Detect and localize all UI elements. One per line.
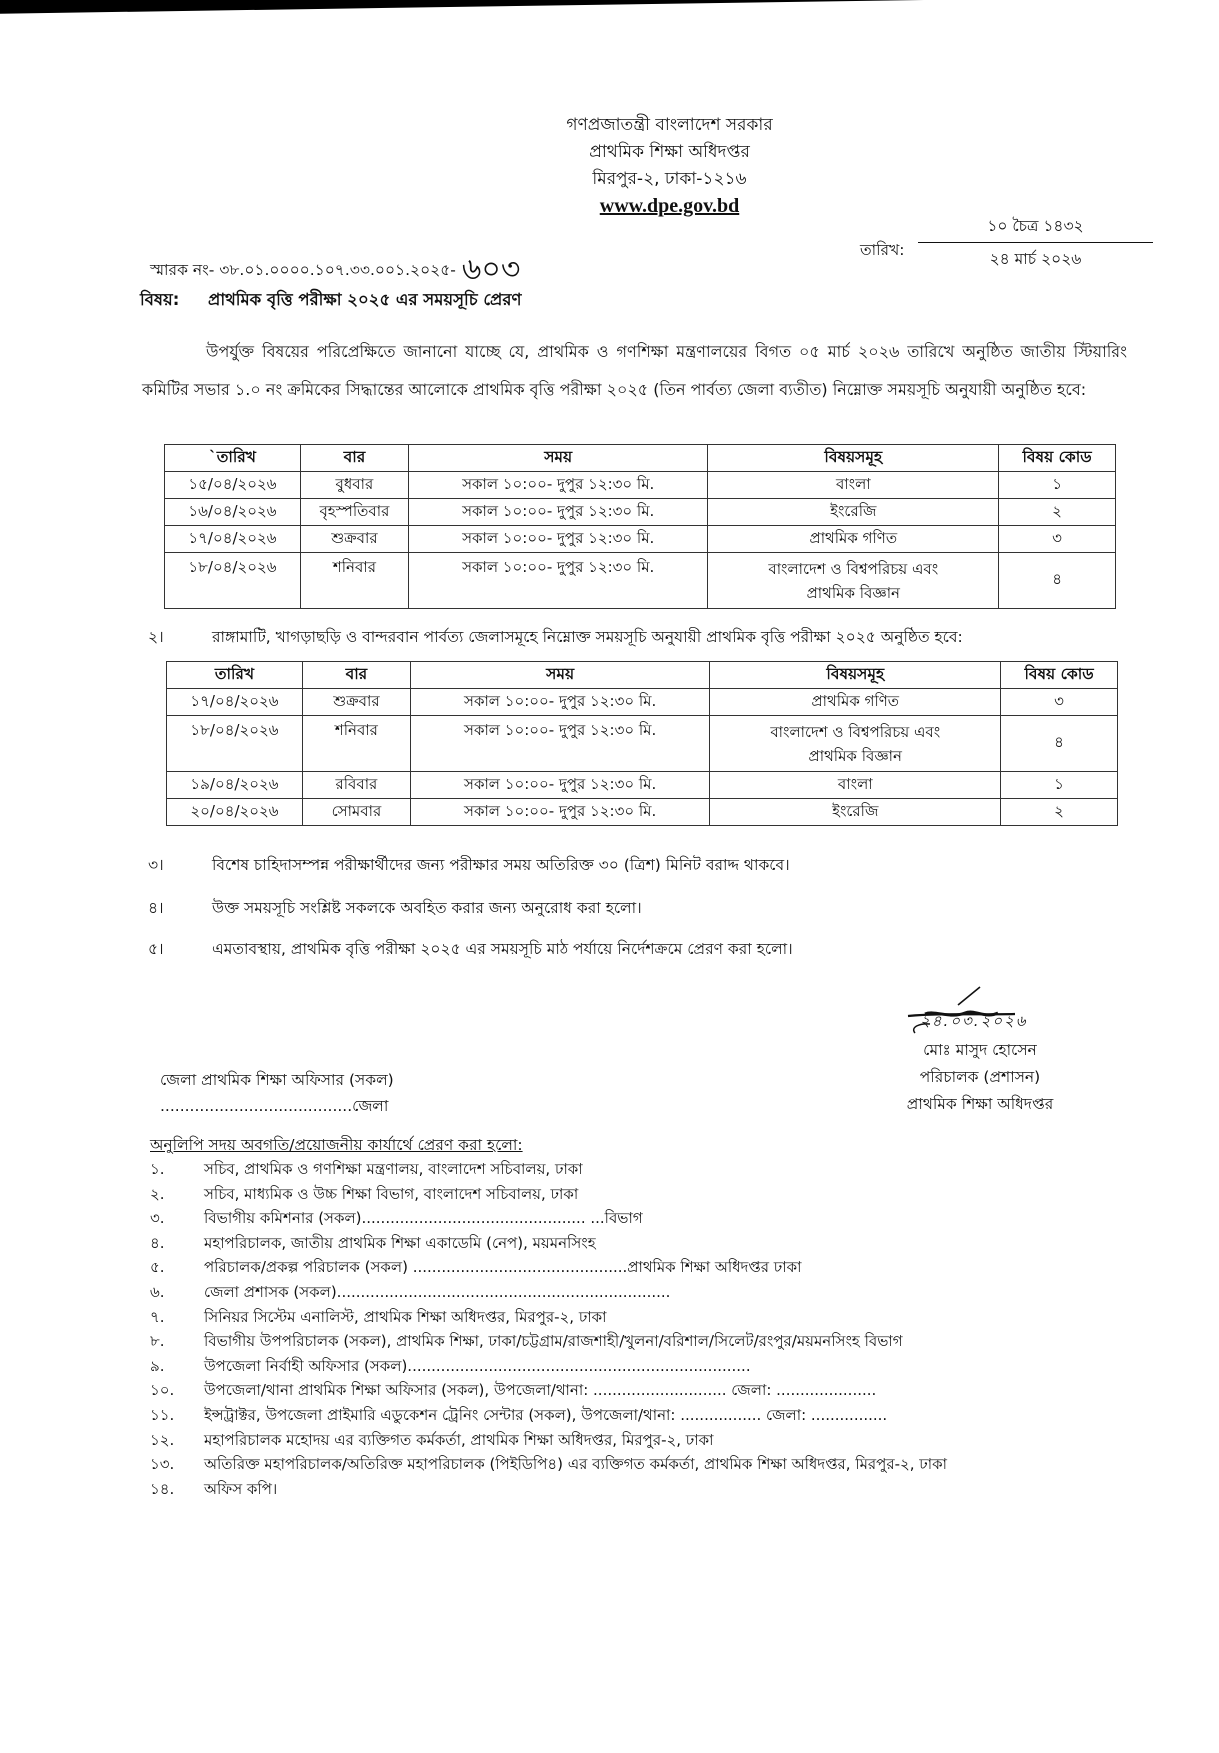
cc-text: উপজেলা/থানা প্রাথমিক শিক্ষা অফিসার (সকল), উপজেলা/থানা: ............................ জেলা: ..................... bbox=[204, 1381, 877, 1400]
signatory-name: মোঃ মাসুদ হোসেন bbox=[923, 1041, 1037, 1059]
date-label: তারিখ: bbox=[860, 241, 905, 259]
cell-day: শনিবার bbox=[302, 716, 410, 772]
cc-text: উপজেলা নির্বাহী অফিসার (সকল)........................................................................ bbox=[204, 1356, 751, 1375]
cell-day: শনিবার bbox=[300, 553, 408, 609]
cc-text: সিনিয়র সিস্টেম এনালিস্ট, প্রাথমিক শিক্ষা অধিদপ্তর, মিরপুর-২, ঢাকা bbox=[204, 1307, 607, 1326]
bangla-date: ১০ চৈত্র ১৪৩২ bbox=[918, 214, 1153, 243]
table-row bbox=[167, 716, 1118, 772]
cell-date: ১৭/০৪/২০২৬ bbox=[165, 526, 301, 553]
subject-text: প্রাথমিক বৃত্তি পরীক্ষা ২০২৫ এর সময়সূচি প্রেরণ bbox=[208, 290, 522, 309]
cell-subject: বাংলা bbox=[710, 772, 1001, 799]
cc-text: পরিচালক/প্রকল্প পরিচালক (সকল) .............................................প্রাথমিক শিক্ষা অধিদপ্তর ঢাকা bbox=[204, 1258, 802, 1277]
cc-text: সচিব, মাধ্যমিক ও উচ্চ শিক্ষা বিভাগ, বাংলাদেশ সচিবালয়, ঢাকা bbox=[204, 1184, 579, 1203]
recipient-block bbox=[160, 1067, 394, 1119]
subject-line-1: বাংলাদেশ ও বিশ্বপরিচয় এবং bbox=[770, 722, 941, 741]
cell-date: ১৬/০৪/২০২৬ bbox=[165, 499, 301, 526]
memo-handwritten-number: ৬০৩ bbox=[461, 252, 521, 287]
table-row bbox=[167, 772, 1118, 799]
list-item bbox=[150, 1280, 947, 1305]
item-2 bbox=[148, 625, 963, 651]
cell-day: সোমবার bbox=[302, 799, 410, 826]
cell-day: বৃহস্পতিবার bbox=[300, 499, 408, 526]
item-number: ৫। bbox=[148, 940, 164, 958]
cell-date: ১৭/০৪/২০২৬ bbox=[167, 689, 303, 716]
table-row bbox=[165, 499, 1116, 526]
item-text: বিশেষ চাহিদাসম্পন্ন পরীক্ষার্থীদের জন্য পরীক্ষার সময় অতিরিক্ত ৩০ (ত্রিশ) মিনিট বরাদ্দ থাকবে। bbox=[212, 856, 790, 874]
cc-text: জেলা প্রশাসক (সকল)...................................................................... bbox=[204, 1282, 671, 1301]
cell-time: সকাল ১০:০০- দুপুর ১২:৩০ মি. bbox=[408, 553, 708, 609]
cc-number: ৫. bbox=[150, 1258, 165, 1277]
cell-subject: বাংলা bbox=[708, 472, 999, 499]
cc-number: ৮. bbox=[150, 1332, 165, 1351]
signatory-office: প্রাথমিক শিক্ষা অধিদপ্তর bbox=[906, 1095, 1054, 1113]
cell-time: সকাল ১০:০০- দুপুর ১২:৩০ মি. bbox=[408, 499, 708, 526]
cc-text: মহাপরিচালক, জাতীয় প্রাথমিক শিক্ষা একাডেমি (নেপ), ময়মনসিংহ bbox=[204, 1233, 596, 1252]
cc-number: ৭. bbox=[150, 1307, 165, 1326]
table-header-row bbox=[167, 662, 1118, 689]
cell-code: ৩ bbox=[999, 526, 1116, 553]
recipient-line-2: .......................................জেলা bbox=[160, 1097, 389, 1115]
cell-subject: প্রাথমিক গণিত bbox=[708, 526, 999, 553]
website-link[interactable]: www.dpe.gov.bd bbox=[599, 195, 740, 217]
cell-date: ১৮/০৪/২০২৬ bbox=[167, 716, 303, 772]
item-text: উক্ত সময়সূচি সংশ্লিষ্ট সকলকে অবহিত করার জন্য অনুরোধ করা হলো। bbox=[212, 899, 642, 917]
department-name: প্রাথমিক শিক্ষা অধিদপ্তর bbox=[589, 142, 750, 162]
cc-text: ইন্সট্রাক্টর, উপজেলা প্রাইমারি এডুকেশন ট্রেনিং সেন্টার (সকল), উপজেলা/থানা: ................. জেলা: ................ bbox=[204, 1405, 888, 1424]
cc-text: অফিস কপি। bbox=[204, 1479, 278, 1498]
letterhead bbox=[0, 112, 1219, 220]
cell-code: ১ bbox=[1001, 772, 1118, 799]
list-item bbox=[150, 1157, 947, 1182]
header-date: `তারিখ bbox=[165, 445, 301, 472]
cell-time: সকাল ১০:০০- দুপুর ১২:৩০ মি. bbox=[410, 772, 710, 799]
cell-time: সকাল ১০:০০- দুপুর ১২:৩০ মি. bbox=[408, 526, 708, 553]
item-number: ২। bbox=[148, 628, 164, 646]
cc-number: ২. bbox=[150, 1184, 165, 1203]
cell-subject bbox=[708, 553, 999, 609]
recipient-line-1: জেলা প্রাথমিক শিক্ষা অফিসার (সকল) bbox=[160, 1071, 394, 1089]
subject-line-1: বাংলাদেশ ও বিশ্বপরিচয় এবং bbox=[768, 559, 939, 578]
cell-subject: প্রাথমিক গণিত bbox=[710, 689, 1001, 716]
signature-handwritten-date: ২৪.০৩.২০২৬ bbox=[920, 1012, 1028, 1030]
english-date: ২৪ মার্চ ২০২৬ bbox=[989, 250, 1082, 268]
scan-edge-artifact bbox=[0, 0, 1219, 14]
header-time: সময় bbox=[408, 445, 708, 472]
item-number: ৩। bbox=[148, 856, 164, 874]
cell-code: ২ bbox=[1001, 799, 1118, 826]
government-name: গণপ্রজাতন্ত্রী বাংলাদেশ সরকার bbox=[566, 115, 773, 135]
cc-number: ১১. bbox=[150, 1405, 175, 1424]
item-text: এমতাবস্থায়, প্রাথমিক বৃত্তি পরীক্ষা ২০২৫ এর সময়সূচি মাঠ পর্যায়ে নির্দেশক্রমে প্রেরণ করা হলো। bbox=[212, 940, 793, 958]
cell-time: সকাল ১০:০০- দুপুর ১২:৩০ মি. bbox=[408, 472, 708, 499]
cc-number: ১২. bbox=[150, 1430, 175, 1449]
cell-time: সকাল ১০:০০- দুপুর ১২:৩০ মি. bbox=[410, 689, 710, 716]
header-subject-code: বিষয় কোড bbox=[1001, 662, 1118, 689]
table-row bbox=[165, 553, 1116, 609]
header-subjects: বিষয়সমূহ bbox=[708, 445, 999, 472]
cell-time: সকাল ১০:০০- দুপুর ১২:৩০ মি. bbox=[410, 799, 710, 826]
cc-title: অনুলিপি সদয় অবগতি/প্রয়োজনীয় কার্যার্থে প্রেরণ করা হলো: bbox=[150, 1136, 523, 1154]
list-item bbox=[150, 1206, 947, 1231]
table-row bbox=[165, 526, 1116, 553]
list-item bbox=[150, 1452, 947, 1477]
intro-paragraph: উপর্যুক্ত বিষয়ের পরিপ্রেক্ষিতে জানানো যাচ্ছে যে, প্রাথমিক ও গণশিক্ষা মন্ত্রণালয়ের বিগত ০৫ মার্চ ২০২৬ তারিখে অনুষ্ঠিত জাতীয় স্টিয়ারিং কমিটির সভার ১.০ নং ক্রমিকের সিদ্ধান্তের আলোকে প্রাথমিক বৃত্তি পরীক্ষা ২০২৫ (তিন পার্বত্য জেলা ব্যতীত) নিম্নোক্ত সময়সূচি অনুযায়ী অনুষ্ঠিত হবে: bbox=[142, 342, 1127, 399]
list-item bbox=[150, 1354, 947, 1379]
cc-number: ৪. bbox=[150, 1233, 165, 1252]
cell-day: শুক্রবার bbox=[302, 689, 410, 716]
cell-day: শুক্রবার bbox=[300, 526, 408, 553]
item-3 bbox=[148, 853, 790, 879]
memo-label: স্মারক নং- ৩৮.০১.০০০০.১০৭.৩৩.০০১.২০২৫- bbox=[150, 261, 456, 279]
cell-code: ৪ bbox=[999, 553, 1116, 609]
cc-number: ৯. bbox=[150, 1356, 165, 1375]
list-item bbox=[150, 1403, 947, 1428]
cell-date: ১৮/০৪/২০২৬ bbox=[165, 553, 301, 609]
cell-code: ২ bbox=[999, 499, 1116, 526]
item-text: রাঙ্গামাটি, খাগড়াছড়ি ও বান্দরবান পার্বত্য জেলাসমূহে নিম্নোক্ত সময়সূচি অনুযায়ী প্রাথমিক বৃত্তি পরীক্ষা ২০২৫ অনুষ্ঠিত হবে: bbox=[212, 628, 963, 646]
table-row bbox=[167, 689, 1118, 716]
header-date: তারিখ bbox=[167, 662, 303, 689]
cell-code: ১ bbox=[999, 472, 1116, 499]
cell-date: ১৯/০৪/২০২৬ bbox=[167, 772, 303, 799]
cc-number: ১০. bbox=[150, 1381, 175, 1400]
list-item bbox=[150, 1477, 947, 1502]
subject-label: বিষয়: bbox=[140, 290, 180, 309]
department-address: মিরপুর-২, ঢাকা-১২১৬ bbox=[592, 169, 747, 189]
cc-number: ১. bbox=[150, 1160, 165, 1178]
cell-code: ৪ bbox=[1001, 716, 1118, 772]
cc-text: বিভাগীয় কমিশনার (সকল)............................................... ...বিভাগ bbox=[204, 1209, 643, 1228]
table-row bbox=[167, 799, 1118, 826]
list-item bbox=[150, 1182, 947, 1207]
list-item bbox=[150, 1329, 947, 1354]
list-item bbox=[150, 1255, 947, 1280]
cell-subject bbox=[710, 716, 1001, 772]
subject-line-2: প্রাথমিক বিজ্ঞান bbox=[806, 583, 901, 602]
cell-subject: ইংরেজি bbox=[710, 799, 1001, 826]
cc-text: সচিব, প্রাথমিক ও গণশিক্ষা মন্ত্রণালয়, বাংলাদেশ সচিবালয়, ঢাকা bbox=[204, 1160, 583, 1178]
item-5 bbox=[148, 937, 793, 963]
cc-text: বিভাগীয় উপপরিচালক (সকল), প্রাথমিক শিক্ষা, ঢাকা/চট্টগ্রাম/রাজশাহী/খুলনা/বরিশাল/সিলেট/রংপুর/ময়মনসিংহ বিভাগ bbox=[204, 1332, 903, 1351]
item-4 bbox=[148, 896, 642, 922]
cell-date: ২০/০৪/২০২৬ bbox=[167, 799, 303, 826]
cc-text: অতিরিক্ত মহাপরিচালক/অতিরিক্ত মহাপরিচালক (পিইডিপি৪) এর ব্যক্তিগত কর্মকর্তা, প্রাথমিক শিক্ষা অধিদপ্তর, মিরপুর-২, ঢাকা bbox=[204, 1455, 947, 1474]
header-subject-code: বিষয় কোড bbox=[999, 445, 1116, 472]
cell-date: ১৫/০৪/২০২৬ bbox=[165, 472, 301, 499]
cell-code: ৩ bbox=[1001, 689, 1118, 716]
header-day: বার bbox=[302, 662, 410, 689]
header-day: বার bbox=[300, 445, 408, 472]
signatory-designation: পরিচালক (প্রশাসন) bbox=[919, 1068, 1041, 1086]
schedule-table-general bbox=[164, 444, 1116, 609]
list-item bbox=[150, 1428, 947, 1453]
cc-number: ৬. bbox=[150, 1282, 165, 1301]
cc-list bbox=[150, 1157, 947, 1501]
cell-day: রবিবার bbox=[302, 772, 410, 799]
header-subjects: বিষয়সমূহ bbox=[710, 662, 1001, 689]
cc-text: মহাপরিচালক মহোদয় এর ব্যক্তিগত কর্মকর্তা, প্রাথমিক শিক্ষা অধিদপ্তর, মিরপুর-২, ঢাকা bbox=[204, 1430, 714, 1449]
item-number: ৪। bbox=[148, 899, 164, 917]
header-time: সময় bbox=[410, 662, 710, 689]
table-header-row bbox=[165, 445, 1116, 472]
list-item bbox=[150, 1231, 947, 1256]
table-row bbox=[165, 472, 1116, 499]
cell-day: বুধবার bbox=[300, 472, 408, 499]
list-item bbox=[150, 1305, 947, 1330]
signatory-block bbox=[860, 1037, 1100, 1118]
cell-time: সকাল ১০:০০- দুপুর ১২:৩০ মি. bbox=[410, 716, 710, 772]
list-item bbox=[150, 1378, 947, 1403]
schedule-table-hill-districts bbox=[166, 661, 1118, 826]
subject-line-2: প্রাথমিক বিজ্ঞান bbox=[808, 746, 902, 765]
subject-line bbox=[140, 287, 521, 314]
cc-number: ১৩. bbox=[150, 1455, 175, 1474]
cell-subject: ইংরেজি bbox=[708, 499, 999, 526]
cc-number: ৩. bbox=[150, 1209, 165, 1228]
cc-number: ১৪. bbox=[150, 1479, 175, 1498]
